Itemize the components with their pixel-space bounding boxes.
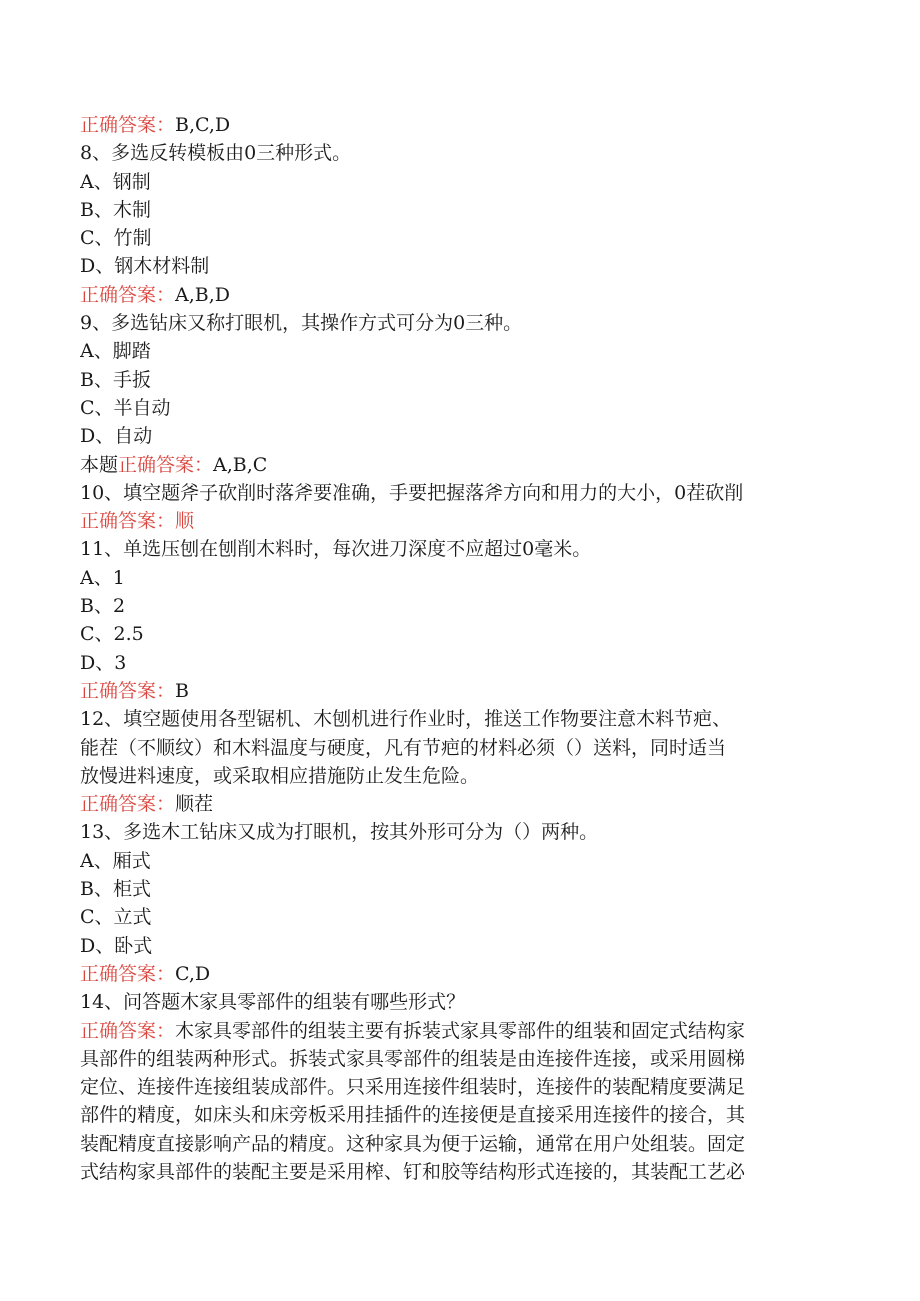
answer-text-line-1 xyxy=(80,1017,840,1045)
question-12-line-2: 能茬（不顺纹）和木料温度与硬度，凡有节疤的材料必须（）送料，同时适当 xyxy=(80,736,727,759)
answer-label: 正确答案： xyxy=(80,793,176,816)
document-page xyxy=(80,111,840,1186)
option-d: D、钢木材料制 xyxy=(80,255,210,278)
option-c: C、竹制 xyxy=(80,227,152,250)
option-b: B、木制 xyxy=(80,198,151,221)
answer-label: 正确答案： xyxy=(80,510,176,533)
option-d: D、卧式 xyxy=(80,934,153,957)
answer-text-line-6: 式结构家具部件的装配主要是采用榨、钉和胶等结构形式连接的，其装配工艺必 xyxy=(80,1160,746,1183)
answer-line xyxy=(80,960,840,988)
answer-value: B,C,D xyxy=(175,114,231,136)
answer-value: B xyxy=(175,679,189,702)
answer-label: 正确答案： xyxy=(80,679,176,702)
answer-label: 正确答案： xyxy=(80,1019,176,1042)
answer-value: C,D xyxy=(175,962,211,985)
answer-label: 正确答案： xyxy=(80,962,176,985)
answer-value: A,B,D xyxy=(175,283,231,306)
answer-line xyxy=(80,281,840,309)
answer-text-line-5: 装配精度直接影响产品的精度。这种家具为便于运输，通常在用户处组装。固定 xyxy=(80,1132,746,1155)
answer-label: 正确答案： xyxy=(80,283,176,306)
answer-value: A,B,C xyxy=(213,453,268,476)
answer-line xyxy=(80,451,840,479)
answer-value: 顺 xyxy=(175,510,195,533)
option-a: A、1 xyxy=(80,566,125,589)
option-a: A、厢式 xyxy=(80,849,151,872)
answer-line xyxy=(80,790,840,818)
answer-text-line-3: 定位、连接件连接组装成部件。只采用连接件组装时，连接件的装配精度要满足 xyxy=(80,1076,746,1099)
option-b: B、2 xyxy=(80,595,126,618)
option-a: A、脚踏 xyxy=(80,340,151,363)
answer-value: 顺茬 xyxy=(175,793,214,816)
answer-text: 木家具零部件的组装主要有拆装式家具零部件的组装和固定式结构家 xyxy=(175,1019,746,1042)
option-c: C、2.5 xyxy=(80,623,144,646)
option-b: B、柜式 xyxy=(80,878,151,901)
question-11: 11、单选压刨在刨削木料时，每次进刀深度不应超过0毫米。 xyxy=(80,538,592,561)
question-14: 14、问答题木家具零部件的组装有哪些形式？ xyxy=(80,991,466,1014)
question-8: 8、多选反转模板由0三种形式。 xyxy=(80,142,352,165)
answer-text-line-4: 部件的精度，如床头和床旁板采用挂插件的连接便是直接采用连接件的接合，其 xyxy=(80,1104,746,1127)
question-9: 9、多选钻床又称打眼机，其操作方式可分为0三种。 xyxy=(80,312,523,335)
option-c: C、半自动 xyxy=(80,396,171,419)
answer-label: 正确答案： xyxy=(80,114,176,136)
answer-line xyxy=(80,111,840,139)
answer-line xyxy=(80,677,840,705)
option-b: B、手扳 xyxy=(80,368,151,391)
question-12-line-3: 放慢进料速度，或采取相应措施防止发生危险。 xyxy=(80,764,480,787)
answer-label: 正确答案： xyxy=(118,453,214,476)
question-13: 13、多选木工钻床又成为打眼机，按其外形可分为（）两种。 xyxy=(80,821,599,844)
question-10: 10、填空题斧子砍削时落斧要准确，手要把握落斧方向和用力的大小，0茬砍削 xyxy=(80,481,744,504)
option-d: D、3 xyxy=(80,651,127,674)
option-c: C、立式 xyxy=(80,906,152,929)
option-d: D、自动 xyxy=(80,425,153,448)
answer-text-line-2: 具部件的组装两种形式。拆装式家具零部件的组装是由连接件连接，或采用圆梯 xyxy=(80,1047,746,1070)
answer-prefix: 本题 xyxy=(80,453,119,476)
answer-line xyxy=(80,507,840,535)
question-12-line-1: 12、填空题使用各型锯机、木刨机进行作业时，推送工作物要注意木料节疤、 xyxy=(80,708,732,731)
option-a: A、钢制 xyxy=(80,170,151,193)
